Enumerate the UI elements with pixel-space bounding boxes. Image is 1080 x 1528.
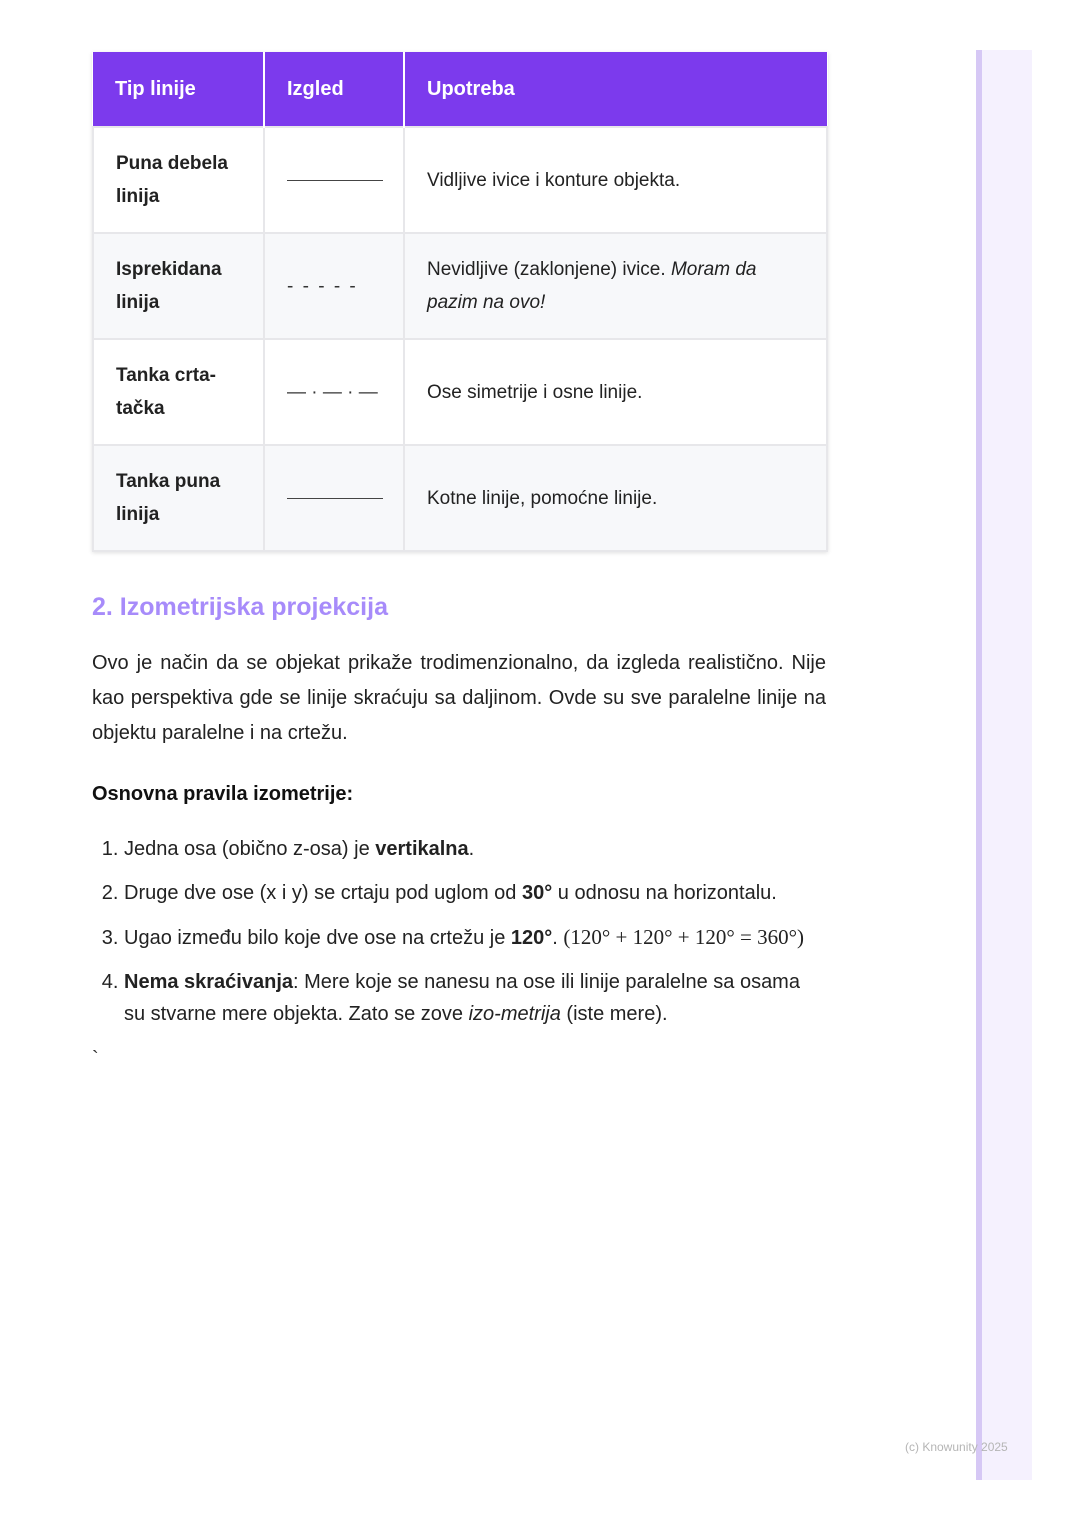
table-row [93, 339, 827, 445]
trailing-mark: ` [92, 1048, 99, 1070]
table-row [93, 233, 827, 339]
line-look-cell [264, 233, 404, 339]
copyright-footer: (c) Knowunity 2025 [905, 1440, 1008, 1454]
table-header-row [93, 52, 827, 127]
section-paragraph: Ovo je način da se objekat prikaže trodimenzionalno, da izgleda realistično. Nije kao perspektiva gde se linije skraćuju sa daljinom. Ovde su sve paralelne linije na objektu paralelne i na crtežu. [92, 652, 826, 744]
side-accent-bar [976, 50, 982, 1480]
line-types-table [92, 52, 828, 552]
line-look-cell [264, 445, 404, 551]
list-item: 2. Druge dve ose (x i y) se crtaju pod uglom od 30° u odnosu na horizontalu. [124, 877, 826, 909]
line-type-cell: Tanka puna linija [93, 445, 264, 551]
header-look: Izgled [264, 52, 404, 127]
dashed-line-sample: - - - - - [287, 275, 358, 297]
table-row [93, 445, 827, 551]
line-use-cell: Vidljive ivice i konture objekta. [404, 127, 827, 233]
dash-dot-line-sample: — · — · — [287, 381, 378, 403]
list-item: 4. Nema skraćivanja: Mere koje se nanesu na ose ili linije paralelne sa osama su stvarne mere objekta. Zato se zove izo-metrija (iste mere). [124, 966, 826, 1030]
rules-list [92, 833, 826, 1030]
rules-heading: Osnovna pravila izometrije: [92, 783, 354, 805]
angle-sum-formula: (120° + 120° + 120° = 360°) [563, 925, 804, 949]
line-type-cell: Puna debela linija [93, 127, 264, 233]
table-row [93, 127, 827, 233]
line-type-cell: Tanka crta-tačka [93, 339, 264, 445]
solid-thick-line-sample [287, 180, 383, 181]
header-type: Tip linije [93, 52, 264, 127]
section-title: 2. Izometrijska projekcija [92, 593, 388, 621]
solid-thin-line-sample [287, 498, 383, 499]
line-look-cell [264, 339, 404, 445]
header-use: Upotreba [404, 52, 827, 127]
line-type-cell: Isprekidana linija [93, 233, 264, 339]
line-look-cell [264, 127, 404, 233]
list-item: 3. Ugao između bilo koje dve ose na crtežu je 120°. (120° + 120° + 120° = 360°) [124, 921, 826, 954]
list-item: 1. Jedna osa (obično z-osa) je vertikalna. [124, 833, 826, 865]
document-page [92, 52, 826, 1071]
line-use-cell: Nevidljive (zaklonjene) ivice. Moram da pazim na ovo! [404, 233, 827, 339]
note-italic: Moram da pazim na ovo! [427, 259, 757, 313]
side-panel [976, 50, 1032, 1480]
line-use-cell: Ose simetrije i osne linije. [404, 339, 827, 445]
line-use-cell: Kotne linije, pomoćne linije. [404, 445, 827, 551]
